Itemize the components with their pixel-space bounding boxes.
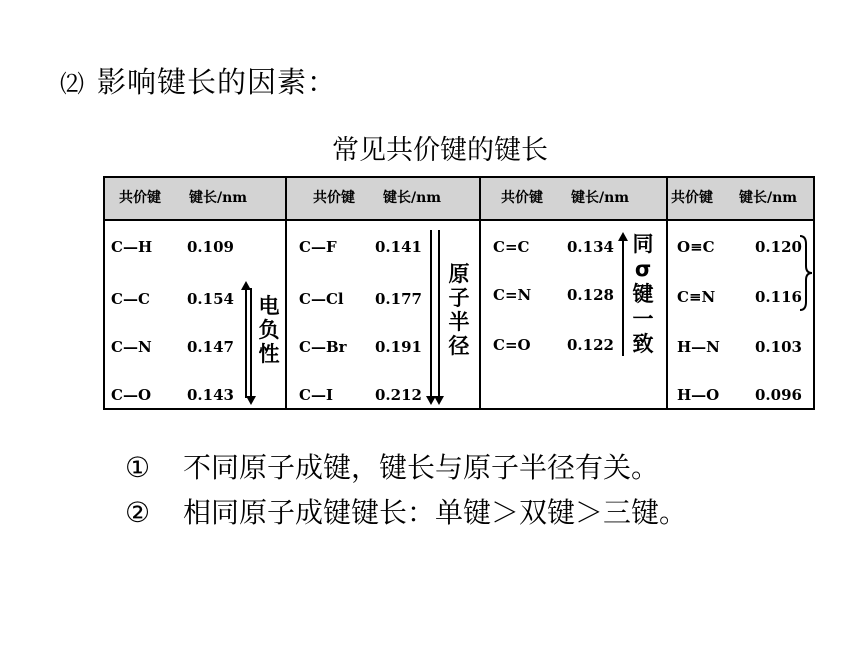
bond-name: H—O <box>677 386 720 404</box>
bond-length: 0.128 <box>567 286 614 304</box>
trend-label-atomic-radius <box>447 262 471 358</box>
label-char: 半 <box>448 310 470 334</box>
bond-name: C≡N <box>677 288 716 306</box>
bond-length: 0.143 <box>187 386 234 404</box>
bond-name: C=N <box>493 286 532 304</box>
caption-text: 常见共价键的键长 <box>332 135 548 166</box>
trend-label-electronegativity <box>257 294 281 366</box>
trend-line <box>245 288 247 398</box>
point-text: 相同原子成键键长：单键＞双键＞三键。 <box>183 496 688 529</box>
brace-icon <box>799 234 813 312</box>
table-header <box>105 178 813 221</box>
bond-name: C—H <box>111 238 153 256</box>
bond-length: 0.120 <box>755 238 802 256</box>
section-heading <box>60 60 337 101</box>
bond-length: 0.154 <box>187 290 234 308</box>
bond-name: C—I <box>299 386 333 404</box>
arrow-down-icon <box>434 396 444 405</box>
header-length-1: 键长/nm <box>189 190 248 206</box>
list-item <box>125 490 687 535</box>
header-bond-2: 共价键 <box>313 190 355 206</box>
label-char: 径 <box>448 334 470 358</box>
bond-length: 0.122 <box>567 336 614 354</box>
column-divider <box>479 178 481 408</box>
bond-length: 0.191 <box>375 338 422 356</box>
bond-length: 0.141 <box>375 238 422 256</box>
bond-length: 0.096 <box>755 386 802 404</box>
heading-number: ⑵ <box>60 70 85 98</box>
header-bond-3: 共价键 <box>501 190 543 206</box>
list-item <box>125 445 687 490</box>
bond-name: C—Cl <box>299 290 344 308</box>
trend-line <box>250 288 252 398</box>
point-text: 不同原子成键，键长与原子半径有关。 <box>183 451 660 484</box>
label-char: 原 <box>448 262 470 286</box>
bond-name: C—O <box>111 386 152 404</box>
label-char: 一 <box>632 307 654 331</box>
label-char: 致 <box>632 332 654 356</box>
bond-length: 0.177 <box>375 290 422 308</box>
bond-length: 0.134 <box>567 238 614 256</box>
bond-length: 0.103 <box>755 338 802 356</box>
label-char: σ <box>634 257 652 281</box>
bond-name: C=C <box>493 238 530 256</box>
trend-line <box>430 230 432 398</box>
trend-line <box>622 240 624 356</box>
label-char: 同 <box>632 232 654 256</box>
bond-name: C—F <box>299 238 337 256</box>
trend-label-sigma-bond <box>631 232 655 357</box>
bond-name: O≡C <box>677 238 715 256</box>
header-bond-4: 共价键 <box>671 190 713 206</box>
bond-length-table <box>103 176 815 410</box>
label-char: 电 <box>258 294 280 318</box>
heading-text: 影响键长的因素： <box>97 65 338 99</box>
label-char: 性 <box>258 342 280 366</box>
bond-name: C—N <box>111 338 152 356</box>
header-length-2: 键长/nm <box>383 190 442 206</box>
bond-name: C—C <box>111 290 150 308</box>
label-char: 负 <box>258 318 280 342</box>
table-caption <box>0 128 860 167</box>
header-length-4: 键长/nm <box>739 190 798 206</box>
column-divider <box>285 178 287 408</box>
bond-name: H—N <box>677 338 720 356</box>
header-length-3: 键长/nm <box>571 190 630 206</box>
label-char: 键 <box>632 282 654 306</box>
bond-length: 0.116 <box>755 288 802 306</box>
trend-line <box>438 230 440 398</box>
point-marker: ① <box>125 451 151 484</box>
bond-length: 0.147 <box>187 338 234 356</box>
conclusion-list <box>125 445 687 535</box>
bond-length: 0.109 <box>187 238 234 256</box>
bond-name: C—Br <box>299 338 347 356</box>
point-marker: ② <box>125 496 151 529</box>
bond-name: C=O <box>493 336 531 354</box>
header-bond-1: 共价键 <box>119 190 161 206</box>
bond-length: 0.212 <box>375 386 422 404</box>
column-divider <box>666 178 668 408</box>
label-char: 子 <box>448 286 470 310</box>
